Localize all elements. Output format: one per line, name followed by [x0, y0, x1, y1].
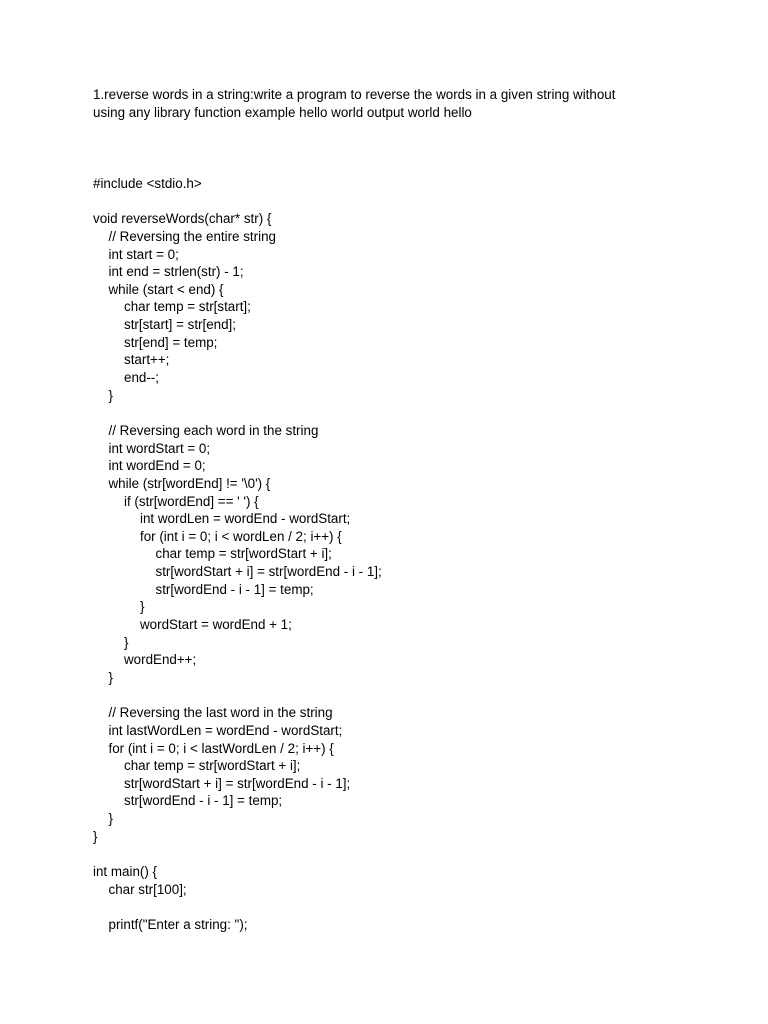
code-line: }	[108, 387, 113, 403]
code-line: int start = 0;	[108, 246, 179, 262]
code-line	[93, 404, 733, 422]
problem-statement-line-2: using any library function example hello world output world hello	[93, 104, 472, 120]
code-line: char str[100];	[108, 881, 187, 897]
code-line: printf("Enter a string: ");	[108, 916, 248, 932]
code-line: int lastWordLen = wordEnd - wordStart;	[108, 722, 343, 738]
code-line: // Reversing each word in the string	[108, 422, 319, 438]
code-line: if (str[wordEnd] == ' ') {	[124, 493, 259, 509]
code-line: int wordStart = 0;	[108, 440, 211, 456]
code-line: }	[124, 634, 129, 650]
code-line: str[wordStart + i] = str[wordEnd - i - 1];	[155, 564, 382, 580]
code-line: // Reversing the last word in the string	[108, 705, 333, 721]
code-line	[93, 687, 733, 705]
code-line: char temp = str[wordStart + i];	[155, 546, 332, 562]
code-line: str[wordEnd - i - 1] = temp;	[124, 793, 283, 809]
code-listing	[93, 175, 733, 934]
code-line: wordEnd++;	[124, 652, 197, 668]
code-line: str[end] = temp;	[124, 334, 218, 350]
code-line: }	[108, 669, 113, 685]
code-line: wordStart = wordEnd + 1;	[140, 617, 292, 633]
code-line: char temp = str[start];	[124, 299, 251, 315]
code-line: #include <stdio.h>	[93, 176, 202, 191]
code-line: for (int i = 0; i < wordLen / 2; i++) {	[140, 528, 342, 544]
code-line: str[wordStart + i] = str[wordEnd - i - 1];	[124, 775, 351, 791]
code-line: int wordEnd = 0;	[108, 458, 206, 474]
code-line: // Reversing the entire string	[108, 228, 276, 244]
code-line: void reverseWords(char* str) {	[93, 211, 272, 227]
code-line: start++;	[124, 352, 170, 368]
code-line: int wordLen = wordEnd - wordStart;	[140, 511, 351, 527]
code-line: while (str[wordEnd] != '\0') {	[108, 475, 271, 491]
problem-statement-line-1: 1.reverse words in a string:write a program to reverse the words in a given string without	[93, 87, 616, 102]
code-line: char temp = str[wordStart + i];	[124, 758, 301, 774]
code-line	[93, 898, 733, 916]
code-line: for (int i = 0; i < lastWordLen / 2; i++) {	[108, 740, 334, 756]
code-line: int end = strlen(str) - 1;	[108, 264, 244, 280]
code-line	[93, 193, 733, 211]
code-line	[93, 845, 733, 863]
code-line: end--;	[124, 370, 159, 386]
code-line: }	[93, 828, 98, 844]
code-line: str[wordEnd - i - 1] = temp;	[155, 581, 314, 597]
code-line: while (start < end) {	[108, 281, 224, 297]
code-line: int main() {	[93, 863, 157, 879]
code-line: }	[140, 599, 145, 615]
code-line: str[start] = str[end];	[124, 317, 236, 333]
problem-statement	[93, 86, 693, 121]
code-line: }	[108, 811, 113, 827]
